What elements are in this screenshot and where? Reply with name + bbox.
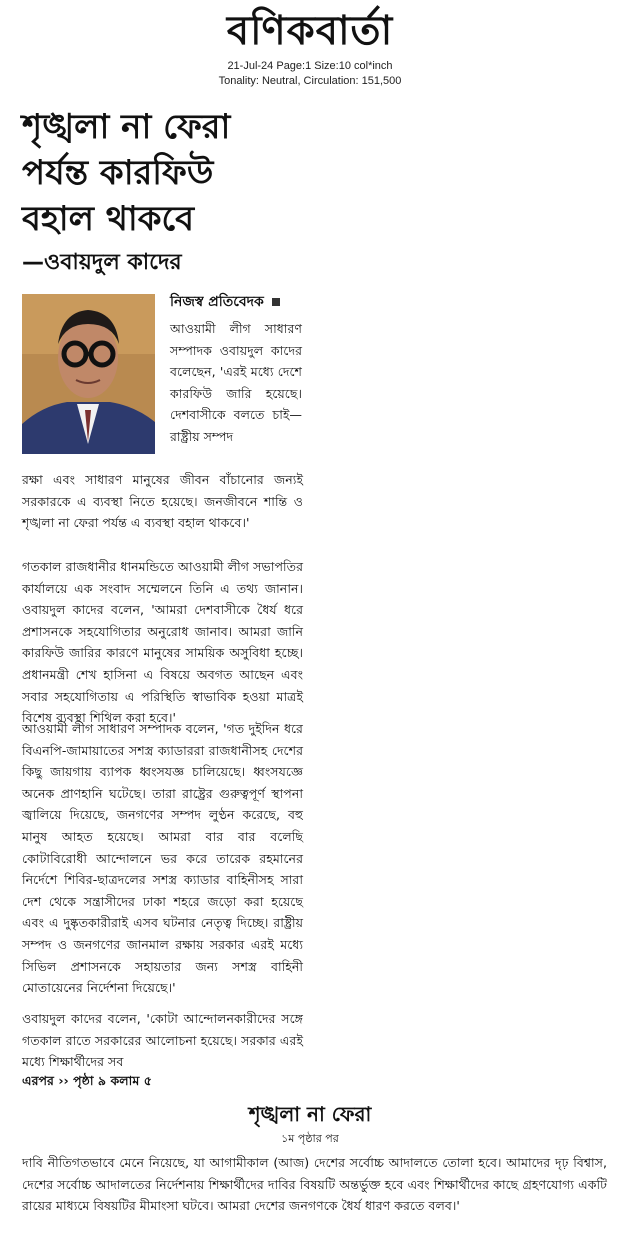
paragraph-quota-talks: ওবায়দুল কাদের বলেন, 'কোটা আন্দোলনকারীদের সঙ্গে গতকাল রাতে সরকারের আলোচনা হয়েছে। সরকার এরই মধ্যে শিক্ষার্থীদের সব bbox=[22, 1011, 303, 1070]
headline-line: শৃঙ্খলা না ফেরা bbox=[22, 107, 231, 147]
newspaper-logo: বণিকবার্তা bbox=[226, 8, 394, 54]
reporter-name: নিজস্ব প্রতিবেদক bbox=[170, 294, 264, 310]
headline-attribution: —ওবায়দুল কাদের bbox=[22, 250, 182, 275]
continuation-note: এরপর ›› পৃষ্ঠা ৯ কলাম ৫ bbox=[22, 1073, 152, 1088]
paragraph-intro-wide: রক্ষা এবং সাধারণ মানুষের জীবন বাঁচানোর জন্যই সরকারকে এ ব্যবস্থা নিতে হয়েছে। জনজীবনে শান্তি ও শৃঙ্খলা না ফেরা পর্যন্ত এ ব্যবস্থা বহাল থাকবে।' bbox=[22, 472, 303, 531]
masthead bbox=[0, 6, 620, 56]
headline-line: বহাল থাকবে bbox=[22, 199, 195, 239]
portrait-photo bbox=[22, 294, 155, 454]
paragraph-intro-narrow: আওয়ামী লীগ সাধারণ সম্পাদক ওবায়দুল কাদের বলেছেন, 'এরই মধ্যে দেশে কারফিউ জারি হয়েছে। দেশবাসীকে বলতে চাই—রাষ্ট্রীয় সম্পদ bbox=[170, 321, 302, 444]
square-bullet-icon bbox=[272, 298, 280, 306]
clipping-meta-line: 21-Jul-24 Page:1 Size:10 col*inch bbox=[227, 60, 393, 72]
reporter-credit bbox=[170, 290, 280, 314]
paragraph-press-conference: গতকাল রাজধানীর ধানমন্ডিতে আওয়ামী লীগ সভাপতির কার্যালয়ে এক সংবাদ সম্মেলনে তিনি এ তথ্য জানান। ওবায়দুল কাদের বলেন, 'আমরা দেশবাসীকে ধৈর্য ধরে প্রশাসনকে সহযোগিতার অনুরোধ জানাব। আমরা জানি কারফিউ জারির কারণে মানুষের সাময়িক অসুবিধা হচ্ছে। প্রধানমন্ত্রী শেখ হাসিনা এ বিষয়ে অবগত আছেন এবং সবার সহযোগিতায় এ পরিস্থিতি স্বাভাবিক হওয়া মাত্রই বিশেষ ব্যবস্থা শিথিল করা হবে।' bbox=[22, 559, 303, 726]
clipping-tonality-line: Tonality: Neutral, Circulation: 151,500 bbox=[218, 75, 402, 87]
paragraph-allegations: আওয়ামী লীগ সাধারণ সম্পাদক বলেন, 'গত দুইদিন ধরে বিএনপি-জামায়াতের সশস্ত্র ক্যাডাররা রাজধানীসহ দেশের কিছু জায়গায় ব্যাপক ধ্বংসযজ্ঞ চালিয়েছে। ধ্বংসযজ্ঞে অনেক প্রাণহানি ঘটেছে। তারা রাষ্ট্রের গুরুত্বপূর্ণ স্থাপনা জ্বালিয়ে দিয়েছে, জনগণের সম্পদ লুণ্ঠন করেছে, বহু মানুষ আহত হয়েছে। আমরা বার বার বলেছি কোটাবিরোধী আন্দোলনে ভর করে তারেক রহমানের নির্দেশে শিবির-ছাত্রদলের সশস্ত্র ক্যাডার বাহিনীসহ সারা দেশ থেকে সন্ত্রাসীদের ঢাকা শহরে জড়ো করা হয়েছে এবং এ দুষ্কৃতকারীরাই এসব ঘটনার নেতৃত্ব দিচ্ছে। রাষ্ট্রীয় সম্পদ ও জনগণের জানমাল রক্ষায় সরকার এরই মধ্যে সিভিল প্রশাসনকে সহায়তার জন্য সশস্ত্র বাহিনী মোতায়েনের নির্দেশনা দিয়েছে।' bbox=[22, 721, 303, 996]
jump-paragraph: দাবি নীতিগতভাবে মেনে নিয়েছে, যা আগামীকাল (আজ) দেশের সর্বোচ্চ আদালতে তোলা হবে। আমাদের দৃঢ় বিশ্বাস, দেশের সর্বোচ্চ আদালতের নির্দেশনায় শিক্ষার্থীদের দাবির বিষয়টি অন্তর্ভুক্ত হবে এবং শিক্ষার্থীদের কাছে গ্রহণযোগ্য একটি রায়ের মাধ্যমে বিষয়টির মীমাংসা ঘটবে। আমরা দেশের জনগণকে ধৈর্য ধারণ করতে বলব।' bbox=[22, 1155, 607, 1214]
portrait-photo-image bbox=[22, 294, 155, 454]
jump-headline: শৃঙ্খলা না ফেরা bbox=[248, 1102, 372, 1126]
headline-line: পর্যন্ত কারফিউ bbox=[22, 153, 214, 193]
jump-subtitle: ১ম পৃষ্ঠার পর bbox=[281, 1132, 339, 1145]
article-headline bbox=[22, 104, 322, 242]
